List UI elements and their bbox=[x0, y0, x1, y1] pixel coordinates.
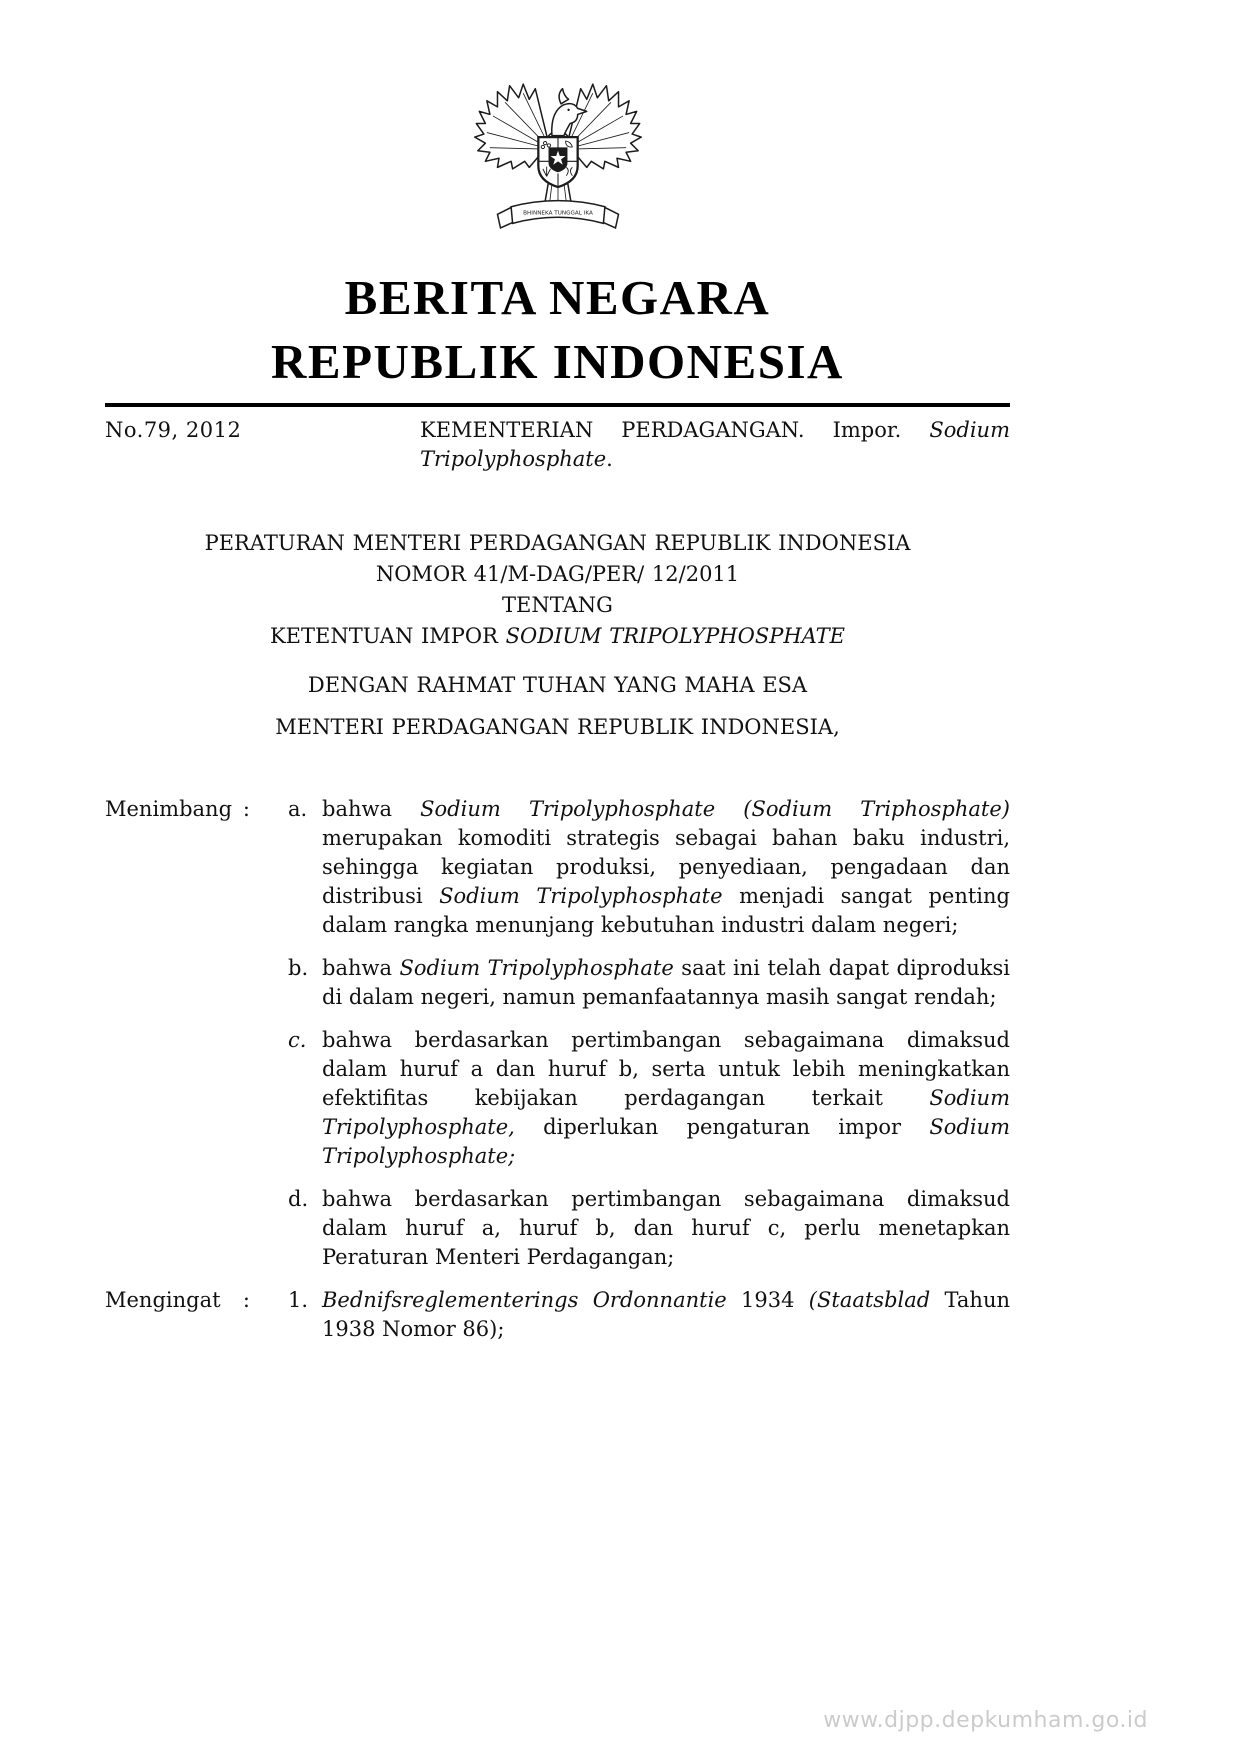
considering-section bbox=[105, 795, 1010, 1272]
gazette-title-line2: REPUBLIK INDONESIA bbox=[271, 333, 844, 389]
recalling-section bbox=[105, 1286, 1010, 1344]
text-segment: Sodium Tripolyphosphate bbox=[420, 418, 1010, 472]
issue-number: No.79, 2012 bbox=[105, 418, 242, 443]
text-segment: Sodium Tripolyphosphate; bbox=[322, 1115, 1010, 1169]
text-segment: bahwa berdasarkan pertimbangan sebagaimana dimaksud dalam huruf a, huruf b, dan huruf c, perlu menetapkan Peraturan Menteri Perdagangan; bbox=[322, 1187, 1010, 1270]
authority-line: MENTERI PERDAGANGAN REPUBLIK INDONESIA, bbox=[275, 715, 840, 740]
watermark: www.djpp.depkumham.go.id bbox=[823, 1708, 1148, 1733]
section-label-text: Menimbang bbox=[105, 797, 233, 822]
subject-line bbox=[420, 416, 1010, 474]
regulation-subject-line bbox=[105, 621, 1010, 652]
text-segment: Bednifsreglementerings Ordonnantie bbox=[322, 1288, 727, 1313]
text-segment: merupakan komoditi strategis sebagai bahan baku industri, sehingga kegiatan produksi, penyediaan, pengadaan dan distribusi bbox=[322, 826, 1010, 909]
gazette-title-line1: BERITA NEGARA bbox=[344, 270, 771, 325]
item-marker: a. bbox=[288, 797, 308, 822]
gazette-header bbox=[105, 416, 1010, 474]
considering-item-c bbox=[288, 1026, 1010, 1171]
text-segment: diperlukan pengaturan impor bbox=[514, 1115, 930, 1140]
recalling-item-1 bbox=[288, 1286, 1010, 1344]
item-text bbox=[322, 954, 1010, 1012]
considering-item-a bbox=[288, 795, 1010, 940]
text-segment: . bbox=[606, 447, 613, 472]
emblem-motto: BHINNEKA TUNGGAL IKA bbox=[522, 210, 593, 217]
considering-item-b bbox=[288, 954, 1010, 1012]
text-segment: bahwa bbox=[322, 956, 400, 981]
item-text bbox=[322, 1286, 1010, 1344]
section-label-colon: : bbox=[242, 797, 250, 822]
text-segment: menjadi sangat penting dalam rangka menunjang kebutuhan industri dalam negeri; bbox=[322, 884, 1010, 938]
text-segment: SODIUM TRIPOLYPHOSPHATE bbox=[505, 624, 846, 649]
section-label-menimbang bbox=[105, 795, 288, 1272]
garuda-pancasila-emblem bbox=[467, 66, 649, 240]
item-marker: c. bbox=[288, 1028, 307, 1053]
item-marker: b. bbox=[288, 956, 309, 981]
regulation-title-block bbox=[105, 528, 1010, 743]
text-segment: saat ini telah dapat diproduksi di dalam negeri, namun pemanfaatannya masih sangat rendah; bbox=[322, 956, 1010, 1010]
item-marker: 1. bbox=[288, 1288, 309, 1313]
considering-items bbox=[288, 795, 1010, 1272]
text-segment: KEMENTERIAN PERDAGANGAN. Impor. bbox=[420, 418, 930, 443]
item-marker: d. bbox=[288, 1187, 309, 1212]
section-label-colon: : bbox=[242, 1288, 250, 1313]
recalling-items bbox=[288, 1286, 1010, 1344]
text-segment: bahwa berdasarkan pertimbangan sebagaimana dimaksud dalam huruf a dan huruf b, serta untuk lebih meningkatkan efektifitas kebijakan perdagangan terkait bbox=[322, 1028, 1010, 1111]
item-text bbox=[322, 1185, 1010, 1272]
masthead-divider bbox=[105, 403, 1010, 407]
section-label-mengingat bbox=[105, 1286, 288, 1344]
section-label-text: Mengingat bbox=[105, 1288, 221, 1313]
regulation-about-line: TENTANG bbox=[502, 593, 613, 618]
text-segment: 1934 bbox=[726, 1288, 809, 1313]
text-segment: (Staatsblad bbox=[808, 1288, 931, 1313]
gazette-title bbox=[105, 266, 1010, 393]
item-text bbox=[322, 795, 1010, 940]
text-segment: Sodium Tripolyphosphate, bbox=[322, 1086, 1010, 1140]
text-segment: Sodium Tripolyphosphate (Sodium Triphosphate) bbox=[420, 797, 1010, 822]
text-segment: Tahun 1938 Nomor 86); bbox=[322, 1288, 1010, 1342]
text-segment: bahwa bbox=[322, 797, 421, 822]
text-segment: KETENTUAN IMPOR bbox=[269, 624, 506, 649]
text-segment: Sodium Tripolyphosphate bbox=[439, 884, 723, 909]
item-text bbox=[322, 1026, 1010, 1171]
considering-item-d bbox=[288, 1185, 1010, 1272]
regulation-number-line: NOMOR 41/M-DAG/PER/ 12/2011 bbox=[375, 562, 740, 587]
regulation-title-line: PERATURAN MENTERI PERDAGANGAN REPUBLIK INDONESIA bbox=[204, 531, 911, 556]
invocation-line: DENGAN RAHMAT TUHAN YANG MAHA ESA bbox=[307, 673, 808, 698]
text-segment: Sodium Tripolyphosphate bbox=[399, 956, 674, 981]
